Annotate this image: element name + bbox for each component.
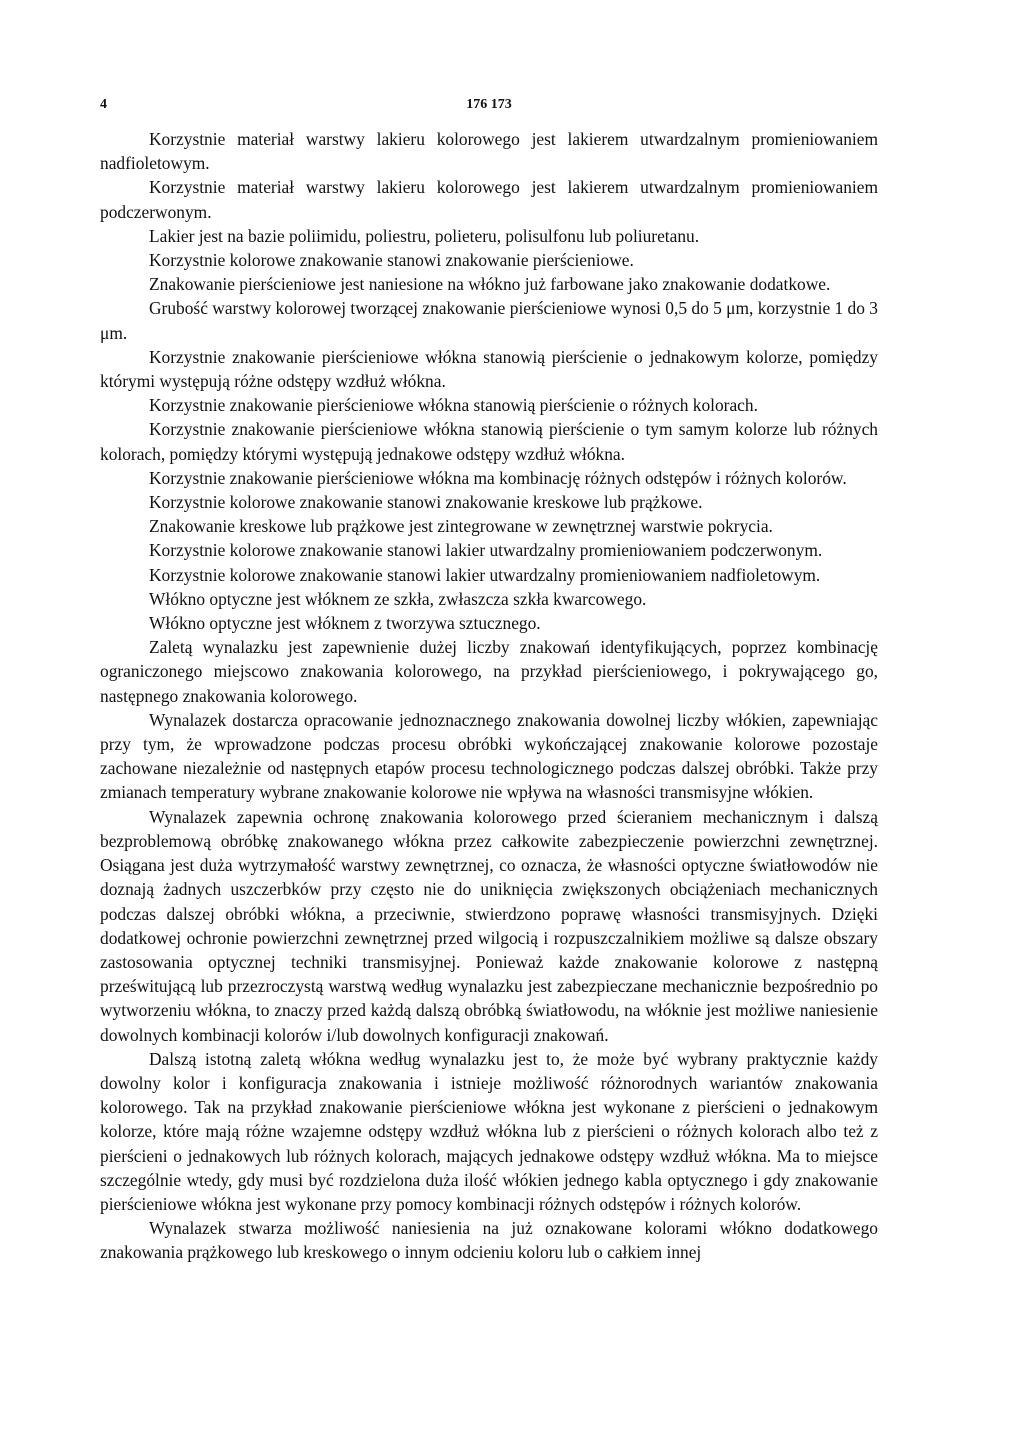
paragraph: Włókno optyczne jest włóknem ze szkła, zwłaszcza szkła kwarcowego. bbox=[149, 588, 647, 609]
paragraph: Korzystnie kolorowe znakowanie stanowi znakowanie kreskowe lub prążkowe. bbox=[149, 492, 703, 513]
paragraph: Wynalazek dostarcza opracowanie jednoznacznego znakowania dowolnej liczby włókien, zapewniając przy tym, że wprowadzone podczas procesu obróbki wykończającej znakowanie kolorowe pozostaje zachowane niezależnie od następnych etapów procesu technologicznego podczas dalszej obróbki. Także przy zmianach temperatury wybrane znakowanie kolorowe nie wpływa na własności transmisyjne włókien. bbox=[100, 709, 878, 803]
paragraph: Korzystnie znakowanie pierścieniowe włókna ma kombinację różnych odstępów i różnych kolorów. bbox=[149, 467, 847, 488]
paragraph: Lakier jest na bazie poliimidu, poliestru, polieteru, polisulfonu lub poliuretanu. bbox=[149, 225, 700, 246]
paragraph: Korzystnie znakowanie pierścieniowe włókna stanowią pierścienie o tym samym kolorze lub różnych kolorach, pomiędzy którymi występują jednakowe odstępy wzdłuż włókna. bbox=[100, 419, 878, 464]
paragraph: Wynalazek stwarza możliwość naniesienia na już oznakowane kolorami włókno dodatkowego znakowania prążkowego lub kreskowego o innym odcieniu koloru lub o całkiem innej bbox=[100, 1218, 878, 1263]
paragraph: Grubość warstwy kolorowej tworzącej znakowanie pierścieniowe wynosi 0,5 do 5 μm, korzystnie 1 do 3 μm. bbox=[100, 298, 878, 343]
paragraph: Korzystnie znakowanie pierścieniowe włókna stanowią pierścienie o różnych kolorach. bbox=[149, 395, 758, 416]
paragraph: Korzystnie kolorowe znakowanie stanowi lakier utwardzalny promieniowaniem nadfioletowym. bbox=[149, 564, 821, 585]
paragraph: Zaletą wynalazku jest zapewnienie dużej liczby znakowań identyfikujących, poprzez kombinację ograniczonego miejscowo znakowania kolorowego, na przykład pierścieniowego, i pokrywającego go, następnego znakowania kolorowego. bbox=[100, 637, 878, 706]
paragraph: Korzystnie materiał warstwy lakieru kolorowego jest lakierem utwardzalnym promieniowaniem podczerwonym. bbox=[100, 177, 878, 222]
page-header bbox=[100, 97, 878, 127]
paragraph: Dalszą istotną zaletą włókna według wynalazku jest to, że może być wybrany praktycznie każdy dowolny kolor i konfiguracja znakowania i istnieje możliwość różnorodnych wariantów znakowania kolorowego. Tak na przykład znakowanie pierścieniowe włókna jest wykonane z pierścieni o jednakowym kolorze, które mają różne wzajemne odstępy wzdłuż włókna lub z pierścieni o różnych kolorach albo też z pierścieni o jednakowych lub różnych kolorach, mających jednakowe odstępy wzdłuż włókna. Ma to miejsce szczególnie wtedy, gdy musi być rozdzielona duża ilość włókien jednego kabla optycznego i gdy znakowanie pierścieniowe włókna jest wykonane przy pomocy kombinacji różnych odstępów i różnych kolorów. bbox=[100, 1048, 878, 1214]
paragraph: Korzystnie znakowanie pierścieniowe włókna stanowią pierścienie o jednakowym kolorze, pomiędzy którymi występują różne odstępy wzdłuż włókna. bbox=[100, 346, 878, 392]
document-number: 176 173 bbox=[466, 97, 512, 112]
page-number: 4 bbox=[100, 97, 107, 112]
paragraph: Znakowanie kreskowe lub prążkowe jest zintegrowane w zewnętrznej warstwie pokrycia. bbox=[149, 516, 773, 537]
paragraph: Znakowanie pierścieniowe jest naniesione na włókno już farbowane jako znakowanie dodatkowe. bbox=[149, 274, 831, 295]
paragraph: Włókno optyczne jest włóknem z tworzywa sztucznego. bbox=[149, 613, 541, 634]
document-body bbox=[100, 127, 878, 1265]
paragraph: Wynalazek zapewnia ochronę znakowania kolorowego przed ścieraniem mechanicznym i dalszą bezproblemową obróbkę znakowanego włókna przez całkowite zabezpieczenie powierzchni zewnętrznej. Osiągana jest duża wytrzymałość warstwy zewnętrznej, co oznacza, że własności optyczne światłowodów nie doznają żadnych uszczerbków przy często nie do uniknięcia zwiększonych obciążeniach mechanicznych podczas dalszej obróbki włókna, a przeciwnie, stwierdzono poprawę własności transmisyjnych. Dzięki dodatkowej ochronie powierzchni zewnętrznej przed wilgocią i rozpuszczalnikiem możliwe są dalsze obszary zastosowania optycznej techniki transmisyjnej. Ponieważ każde znakowanie kolorowe z następną prześwitującą lub przezroczystą warstwą według wynalazku jest zabezpieczane mechanicznie bezpośrednio po wytworzeniu włókna, to znaczy przed każdą dalszą obróbką światłowodu, na włóknie jest możliwe naniesienie dowolnych kombinacji kolorów i/lub dowolnych konfiguracji znakowań. bbox=[100, 806, 878, 1045]
paragraph: Korzystnie materiał warstwy lakieru kolorowego jest lakierem utwardzalnym promieniowaniem nadfioletowym. bbox=[100, 129, 878, 174]
document-page bbox=[100, 97, 878, 1265]
paragraph: Korzystnie kolorowe znakowanie stanowi znakowanie pierścieniowe. bbox=[149, 250, 634, 271]
paragraph: Korzystnie kolorowe znakowanie stanowi lakier utwardzalny promieniowaniem podczerwonym. bbox=[149, 540, 823, 561]
